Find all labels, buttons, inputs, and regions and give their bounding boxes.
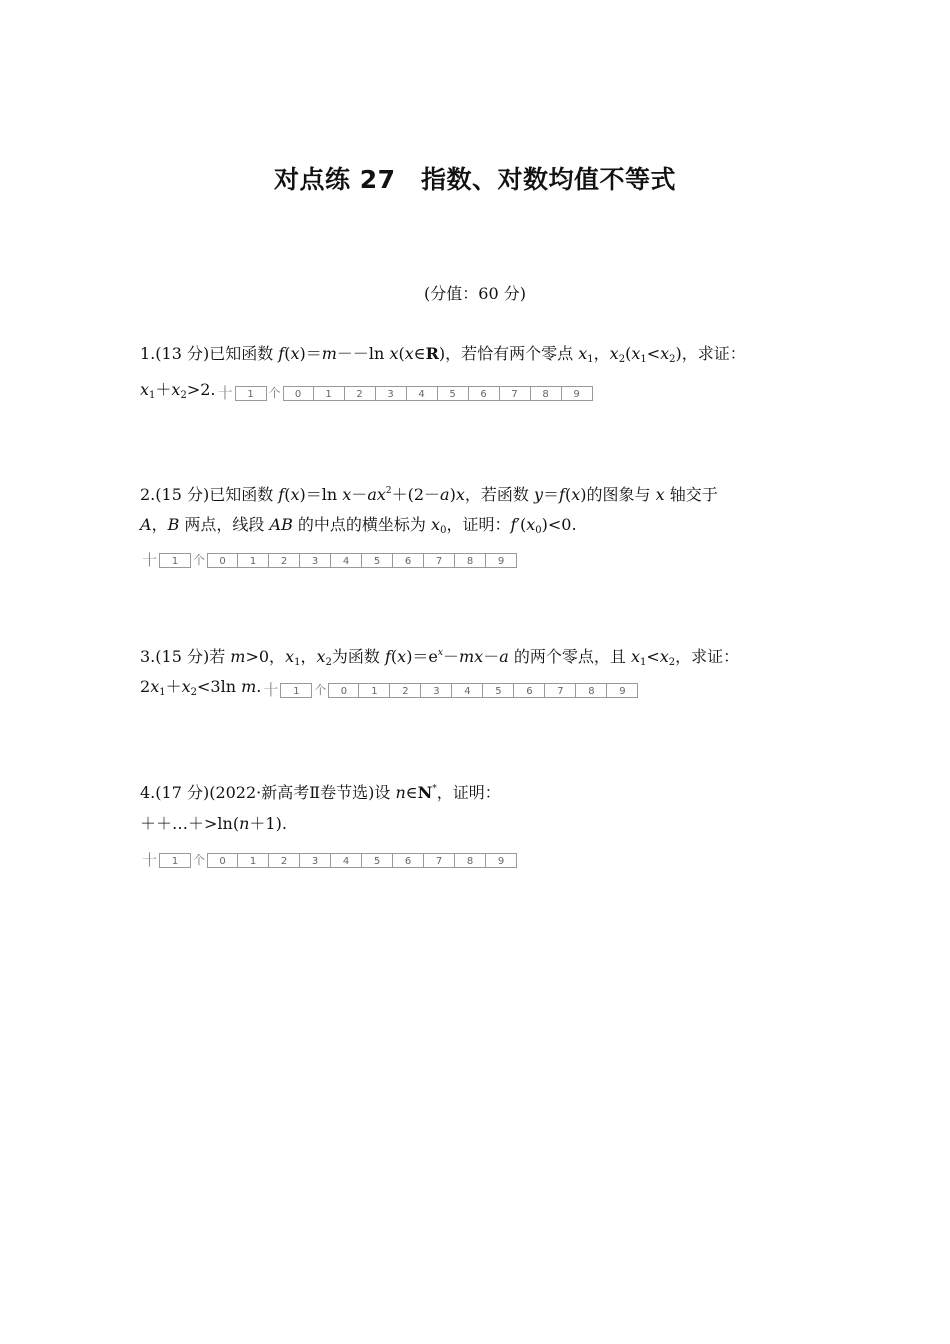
digit-1[interactable]: 1 xyxy=(314,386,345,401)
page-title: 对点练 27 指数、对数均值不等式 xyxy=(274,165,676,194)
digit-4[interactable]: 4 xyxy=(331,853,362,868)
digit-5[interactable]: 5 xyxy=(362,853,393,868)
answer-grid-4[interactable] xyxy=(142,849,517,871)
score-info: (分值：60 分) xyxy=(424,284,526,303)
answer-grid-3[interactable] xyxy=(263,679,638,701)
problem-1-line-1: 1.(13 分)已知函数 f(x)＝m－－ln x(x∈R)，若恰有两个零点 $x_1$，$x_2(x_1<x_2)$，求证： xyxy=(140,344,746,365)
digit-7[interactable]: 7 xyxy=(500,386,531,401)
problem-1-prefix: 1.(13 分)已知函数 xyxy=(140,344,279,363)
digit-1[interactable]: 1 xyxy=(238,553,269,568)
digit-1[interactable]: 1 xyxy=(359,683,390,698)
digit-9[interactable]: 9 xyxy=(562,386,593,401)
answer-grid-1[interactable] xyxy=(218,382,593,404)
unit-label: 个 xyxy=(193,553,206,567)
digit-2[interactable]: 2 xyxy=(345,386,376,401)
digit-8[interactable]: 8 xyxy=(576,683,607,698)
problem-4-line-2: ＋＋…＋>ln(n＋1). xyxy=(140,814,287,833)
digit-5[interactable]: 5 xyxy=(362,553,393,568)
problem-4-line-1: 4.(17 分)(2022·新高考Ⅱ卷节选)设 n∈N*，证明： xyxy=(140,783,501,802)
digit-8[interactable]: 8 xyxy=(455,853,486,868)
digit-0[interactable]: 0 xyxy=(207,553,238,568)
answer-grid-2[interactable] xyxy=(142,549,517,571)
digit-7[interactable]: 7 xyxy=(424,553,455,568)
digit-7[interactable]: 7 xyxy=(424,853,455,868)
tens-mark: 十 xyxy=(142,851,158,869)
unit-label: 个 xyxy=(268,386,281,400)
digit-0[interactable]: 0 xyxy=(328,683,359,698)
digit-6[interactable]: 6 xyxy=(469,386,500,401)
digit-4[interactable]: 4 xyxy=(331,553,362,568)
unit-label: 个 xyxy=(314,683,327,697)
digit-1[interactable]: 1 xyxy=(238,853,269,868)
tens-mark: 十 xyxy=(142,551,158,569)
tens-box[interactable]: 1 xyxy=(159,853,191,868)
digit-5[interactable]: 5 xyxy=(483,683,514,698)
tens-box[interactable]: 1 xyxy=(235,386,267,401)
problem-2-line-2: A，B 两点，线段 AB 的中点的横坐标为 $x_0$，证明：$f'(x_0)<0$. xyxy=(140,515,577,536)
tens-mark: 十 xyxy=(217,384,233,402)
problem-2-line-3 xyxy=(140,546,517,571)
problem-3-line-1: 3.(15 分)若 m>0，$x_1$，$x_2$为函数 $f(x)=e^x-mx-a$ 的两个零点，且 $x_1<x_2$，求证： xyxy=(140,647,740,668)
tens-box[interactable]: 1 xyxy=(159,553,191,568)
problem-3-line-2: $2x_1+x_2<3\ln$ m. 十 1 个 0 1 2 3 4 5 6 7 8 9 xyxy=(140,676,638,704)
digit-2[interactable]: 2 xyxy=(390,683,421,698)
digit-6[interactable]: 6 xyxy=(393,553,424,568)
digit-3[interactable]: 3 xyxy=(421,683,452,698)
problem-1-line-2: $x_1+x_2>2$. 十 1 个 0 1 2 3 4 5 6 7 8 9 xyxy=(140,379,593,407)
digit-2[interactable]: 2 xyxy=(269,853,300,868)
digit-8[interactable]: 8 xyxy=(455,553,486,568)
problem-2-prefix: 2.(15 分)已知函数 xyxy=(140,485,279,504)
tens-box[interactable]: 1 xyxy=(280,683,312,698)
problem-4-line-3 xyxy=(140,846,517,871)
digit-8[interactable]: 8 xyxy=(531,386,562,401)
problem-4-prefix: 4.(17 分)(2022·新高考Ⅱ卷节选)设 xyxy=(140,783,396,802)
unit-label: 个 xyxy=(193,853,206,867)
digit-0[interactable]: 0 xyxy=(283,386,314,401)
digit-0[interactable]: 0 xyxy=(207,853,238,868)
digit-4[interactable]: 4 xyxy=(452,683,483,698)
digit-6[interactable]: 6 xyxy=(514,683,545,698)
digit-5[interactable]: 5 xyxy=(438,386,469,401)
digit-7[interactable]: 7 xyxy=(545,683,576,698)
digit-3[interactable]: 3 xyxy=(376,386,407,401)
digit-6[interactable]: 6 xyxy=(393,853,424,868)
digit-9[interactable]: 9 xyxy=(486,853,517,868)
problem-2-line-1: 2.(15 分)已知函数 f(x)＝ln $x-ax^2+(2-a)x$，若函数 y＝f(x)的图象与 x 轴交于 xyxy=(140,485,718,504)
digit-3[interactable]: 3 xyxy=(300,853,331,868)
digit-9[interactable]: 9 xyxy=(486,553,517,568)
digit-3[interactable]: 3 xyxy=(300,553,331,568)
tens-mark: 十 xyxy=(263,681,279,699)
digit-2[interactable]: 2 xyxy=(269,553,300,568)
problem-3-prefix: 3.(15 分)若 xyxy=(140,647,231,666)
digit-4[interactable]: 4 xyxy=(407,386,438,401)
digit-9[interactable]: 9 xyxy=(607,683,638,698)
